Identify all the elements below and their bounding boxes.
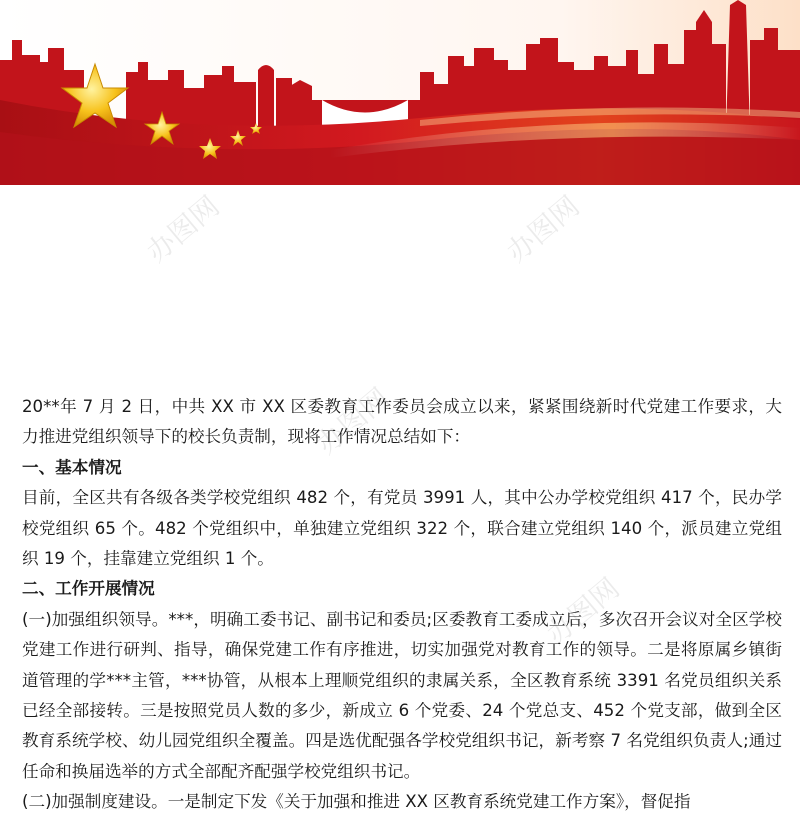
watermark-text: 办图网 — [140, 189, 226, 269]
work-paragraph-2: (二)加强制度建设。一是制定下发《关于加强和推进 XX 区教育系统党建工作方案》，督促指 — [22, 792, 691, 812]
header-banner — [0, 0, 800, 185]
section-heading-basic: 一、基本情况 — [22, 457, 122, 477]
watermark-text: 办图网 — [540, 571, 626, 651]
document-body — [22, 392, 782, 818]
watermark-text: 办图网 — [310, 381, 396, 461]
section-heading-work: 二、工作开展情况 — [22, 579, 155, 599]
work-paragraph-1: (一)加强组织领导。***，明确工委书记、副书记和委员;区委教育工委成立后，多次召开会议对全区学校党建工作进行研判、指导，确保党建工作有序推进，切实加强党对教育工作的领导。二是将原属乡镇街道管理的学***主管，***协管，从根本上理顺党组织的隶属关系，全区教育系统 3391 名党员组织关系已经全部接转。三是按照党员人数的多少，新成立 6 个党委、24 个党总支、452 个党支部，做到全区教育系统学校、幼儿园党组织全覆盖。四是选优配强各学校党组织书记，新考察 7 名党组织负责人;通过任命和换届选举的方式全部配齐配强学校党组织书记。 — [22, 609, 782, 781]
watermark-text: 办图网 — [500, 189, 586, 269]
basic-info-paragraph: 目前，全区共有各级各类学校党组织 482 个，有党员 3991 人，其中公办学校党组织 417 个，民办学校党组织 65 个。482 个党组织中，单独建立党组织 322 个，联合建立党组织 140 个，派员建立党组织 19 个，挂靠建立党组织 1 个。 — [22, 488, 782, 569]
intro-paragraph: 20**年 7 月 2 日，中共 XX 市 XX 区委教育工作委员会成立以来，紧紧围绕新时代党建工作要求，大力推进党组织领导下的校长负责制，现将工作情况总结如下： — [22, 397, 782, 447]
